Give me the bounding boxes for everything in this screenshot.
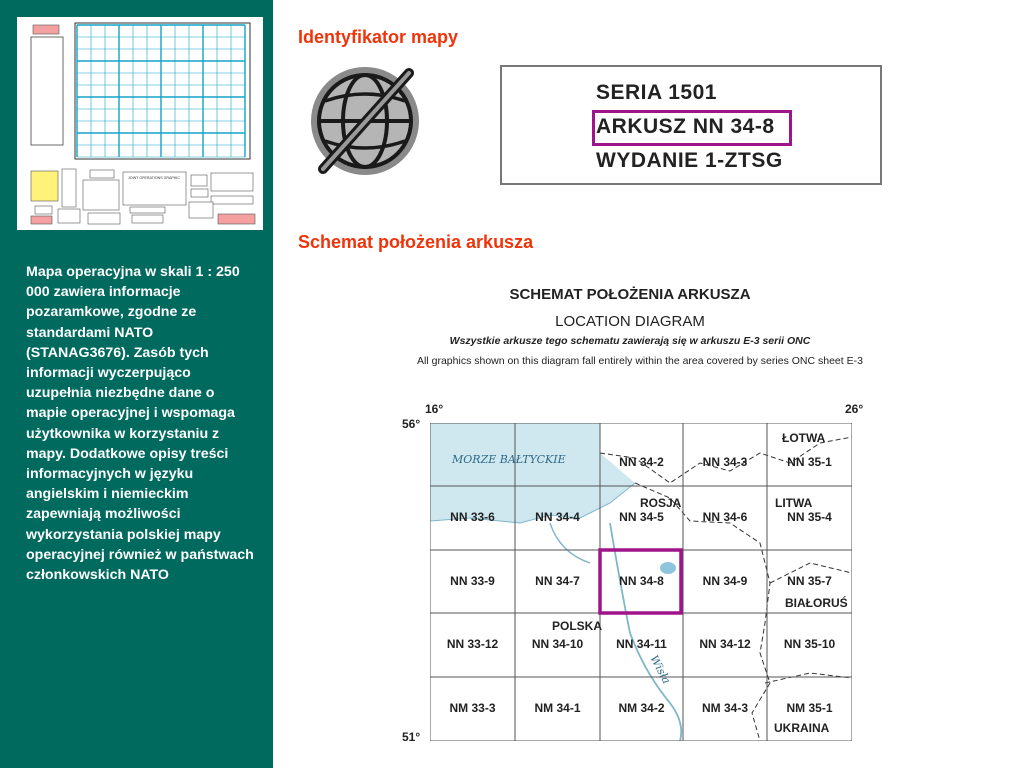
sheet-cell[interactable]: NN 34-4 [535, 510, 580, 524]
diagram-title-pl: SCHEMAT POŁOŻENIA ARKUSZA [509, 286, 751, 303]
diagram-note-pl: Wszystkie arkusze tego schematu zawierają się w arkuszu E-3 serii ONC [449, 335, 811, 347]
sheet-cell[interactable]: NM 34-1 [534, 701, 581, 715]
sheet-cell[interactable]: NN 35-7 [787, 573, 832, 588]
sheet-cell[interactable]: NN 33-12 [446, 637, 499, 651]
sheet-cell[interactable]: NN 33-6 [450, 510, 495, 524]
country-ukraine: UKRAINA [774, 721, 830, 735]
sheet-label: ARKUSZ NN 34-8 [596, 115, 775, 138]
sheet-cell[interactable]: NN 34-5 [619, 510, 664, 524]
sheet-cell[interactable]: NM 34-2 [618, 701, 665, 715]
sheet-cell[interactable]: NM 33-3 [449, 701, 496, 715]
river-label: Wisła [647, 653, 674, 686]
sheet-cell[interactable]: NN 34-9 [702, 573, 748, 588]
location-heading: Schemat położenia arkusza [298, 232, 534, 252]
edition-label: WYDANIE 1-ZTSG [596, 149, 783, 172]
sidebar [0, 0, 273, 768]
map-layout-diagram [17, 17, 263, 230]
sheet-cell[interactable]: NN 34-12 [699, 637, 751, 651]
map-description: Mapa operacyjna w skali 1 : 250 000 zawiera informacje pozaramkowe, zgodne ze standardami NATO (STANAG3676). Zasób tych informacji wyczerpująco uzupełnia niezbędne dane o mapie operacyjnej i wspomaga użytkownika w korzystaniu z mapy. Dodatkowe opisy treści informacyjnych w języku angielskim i niemieckim zapewniają możliwości wykorzystania polskiej mapy operacyjnej również w państwach członkowskich NATO [26, 264, 254, 584]
sheet-cell[interactable]: NN 34-10 [531, 637, 584, 651]
sheet-cell[interactable]: NN 34-7 [535, 573, 580, 588]
sheet-cell[interactable]: NN 34-8 [619, 573, 664, 588]
coord-lat-south: 51° [402, 730, 421, 744]
diagram-title-en: LOCATION DIAGRAM [555, 313, 705, 330]
sheet-cell[interactable]: NN 34-6 [702, 510, 748, 524]
country-belarus: BIAŁORUŚ [785, 596, 848, 610]
sea-label: MORZE BAŁTYCKIE [452, 453, 566, 466]
map-layout-thumbnail[interactable] [17, 17, 263, 230]
sheet-cell[interactable]: NN 35-1 [787, 454, 832, 469]
sheet-cell[interactable]: NN 35-10 [783, 637, 836, 651]
country-latvia: ŁOTWA [782, 431, 826, 445]
sheet-cell[interactable]: NM 34-3 [701, 701, 748, 715]
identifier-heading: Identyfikator mapy [298, 27, 459, 47]
country-russia: ROSJA [640, 496, 682, 510]
baltic-sea-area [430, 423, 635, 523]
location-diagram [430, 423, 852, 741]
sheet-cell[interactable]: NN 34-3 [702, 454, 748, 469]
diagram-note-en: All graphics shown on this diagram fall entirely within the area covered by series ONC sheet E-3 [417, 355, 863, 367]
sheet-cell[interactable]: NN 35-4 [787, 510, 832, 524]
country-lithuania: LITWA [775, 496, 813, 510]
sheet-cell[interactable]: NN 34-2 [619, 454, 664, 469]
coord-lat-north: 56° [402, 417, 421, 431]
sheet-cell[interactable]: NN 33-9 [450, 573, 495, 588]
coord-lon-west: 16° [425, 402, 444, 416]
country-poland: POLSKA [552, 619, 603, 633]
sheet-identifier-box [500, 65, 882, 185]
globe-emblem-icon [305, 57, 425, 182]
coord-lon-east: 26° [845, 402, 864, 416]
sheet-cell[interactable]: NN 34-11 [616, 637, 667, 651]
series-label: SERIA 1501 [596, 81, 717, 104]
thumbnail-caption: JOINT OPERATIONS GRAPHIC [128, 176, 180, 180]
lake-area [660, 562, 676, 574]
sheet-highlight [592, 110, 792, 146]
sheet-cell[interactable]: NM 35-1 [786, 701, 833, 715]
